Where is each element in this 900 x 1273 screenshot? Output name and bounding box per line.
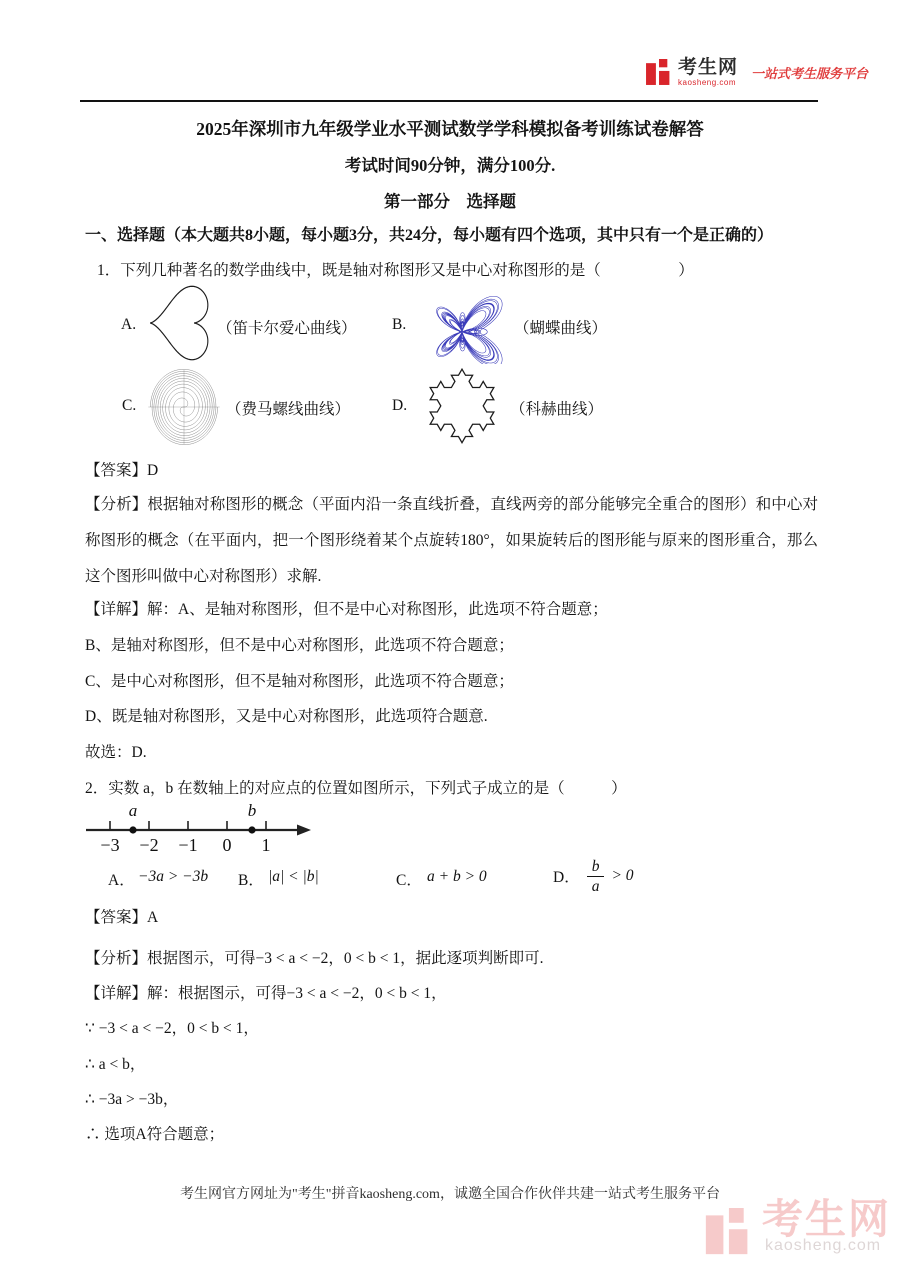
q2-option-d-rhs: > 0 <box>611 867 634 884</box>
q1-option-b-label: B. <box>392 316 407 333</box>
logo-tagline: 一站式考生服务平台 <box>751 66 869 81</box>
point-b-label: b <box>247 803 257 820</box>
section-heading: 第一部分 选择题 <box>384 192 516 211</box>
q2-option-d-fraction <box>587 857 605 896</box>
q1-answer-label: 【答案】 <box>85 462 148 479</box>
q2-detail-line: ∵ −3 < a < −2，0 < b < 1， <box>85 1020 259 1038</box>
koch-curve-figure <box>419 364 505 450</box>
watermark-name: 考生网 <box>762 1196 891 1242</box>
tick-label: 1 <box>261 835 271 855</box>
point-b-dot <box>248 826 255 833</box>
kaosheng-logo-icon <box>646 59 671 86</box>
q1-detail-line: C、是中心对称图形，但不是轴对称图形，此选项不符合题意； <box>85 672 514 690</box>
butterfly-curve-figure <box>416 286 508 364</box>
q1-option-d-label: D. <box>392 397 408 414</box>
kaosheng-logo <box>646 58 868 87</box>
section-intro: 一、选择题（本大题共8小题，每小题3分，共24分，每小题有四个选项，其中只有一个是正确的） <box>85 227 774 244</box>
q2-option-b-expr: |a| < |b| <box>268 868 319 885</box>
tick-label: −2 <box>139 835 159 855</box>
q2-option-a-label: A． <box>108 872 135 889</box>
watermark-domain: kaosheng.com <box>765 1237 882 1254</box>
q2-answer-line <box>85 905 158 927</box>
q2-option-c-label: C． <box>396 872 422 889</box>
exam-info: 考试时间90分钟，满分100分. <box>344 156 556 175</box>
q2-option-d-label: D． <box>553 869 580 886</box>
q1-detail-line: D、既是轴对称图形，又是中心对称图形，此选项符合题意. <box>85 708 488 726</box>
q1-detail-line: B、是轴对称图形，但不是中心对称图形，此选项不符合题意； <box>85 636 514 654</box>
q2-solution <box>85 941 543 1152</box>
q1-answer-value: D <box>147 462 159 479</box>
q2-option-d <box>553 853 634 899</box>
question-1-stem: 1．下列几种著名的数学曲线中，既是轴对称图形又是中心对称图形的是（ ） <box>97 262 694 279</box>
q1-analysis: 【分析】根据轴对称图形的概念（平面内沿一条直线折叠，直线两旁的部分能够完全重合的图形）和中心对称图形的概念（在平面内，把一个图形绕着某个点旋转180°，如果旋转后的图形能与原来的图形重合，那么这个图形叫做中心对称图形）求解. <box>85 496 818 586</box>
q2-detail-line: 【详解】解：根据图示，可得−3 < a < −2，0 < b < 1， <box>85 985 447 1003</box>
q2-detail-line: ∴ a < b， <box>85 1055 146 1073</box>
kaosheng-watermark-icon <box>705 1208 751 1256</box>
fraction-numerator: b <box>587 857 605 877</box>
q2-answer-value: A <box>147 909 159 926</box>
q2-detail-line: ∴ −3a > −3b， <box>85 1090 179 1108</box>
q1-details <box>85 592 608 771</box>
cartesian-heart-curve-figure <box>148 284 210 362</box>
q2-detail-line: ∴ 选项A符合题意； <box>85 1126 225 1144</box>
point-a-label: a <box>128 803 138 820</box>
fermat-spiral-figure <box>148 367 220 447</box>
tick-label: −3 <box>100 835 120 855</box>
q2-option-c-expr: a + b > 0 <box>427 868 487 885</box>
q1-option-a-label: A. <box>121 316 137 333</box>
logo-domain: kaosheng.com <box>678 78 737 87</box>
logo-name: 考生网 <box>678 57 739 78</box>
q1-option-c-label: C. <box>122 397 137 414</box>
fraction-denominator: a <box>591 877 600 895</box>
q1-detail-line: 故选：D. <box>85 744 147 762</box>
q1-detail-line: 【详解】解：A、是轴对称图形，但不是中心对称图形，此选项不符合题意； <box>85 601 608 618</box>
q1-option-a-caption: （笛卡尔爱心曲线） <box>217 320 357 337</box>
point-a-dot <box>129 826 136 833</box>
document-title: 2025年深圳市九年级学业水平测试数学学科模拟备考训练试卷解答 <box>196 119 704 139</box>
header-divider <box>80 100 818 102</box>
tick-label: −1 <box>178 835 198 855</box>
q1-option-d-caption: （科赫曲线） <box>510 401 604 418</box>
number-line-arrow <box>297 825 311 836</box>
question-2-stem: 2．实数 a，b 在数轴上的对应点的位置如图所示，下列式子成立的是（ ） <box>85 780 627 797</box>
tick-label: 0 <box>222 835 232 855</box>
footer-text: 考生网官方网址为"考生"拼音kaosheng.com，诚邀全国合作伙伴共建一站式考生服务平台 <box>180 1187 720 1202</box>
kaosheng-logo-text <box>678 58 738 87</box>
number-line-figure <box>84 803 314 857</box>
q2-option-a-expr: −3a > −3b <box>138 868 209 885</box>
q2-option-b-label: B． <box>238 872 264 889</box>
q2-answer-label: 【答案】 <box>85 909 148 926</box>
q2-analysis-line: 【分析】根据图示，可得−3 < a < −2，0 < b < 1，据此逐项判断即可. <box>85 950 544 967</box>
q1-option-b-caption: （蝴蝶曲线） <box>514 320 608 337</box>
q1-option-c-caption: （费马螺线曲线） <box>226 401 351 418</box>
q1-answer-line <box>85 458 158 480</box>
